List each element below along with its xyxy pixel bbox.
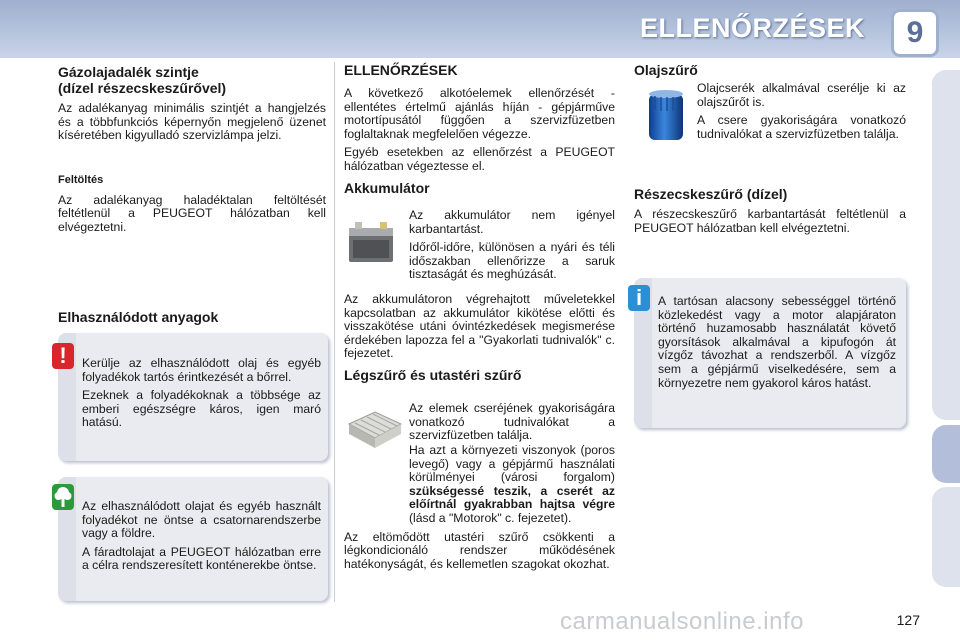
oil-filter-icon	[645, 88, 687, 144]
battery-paragraph-3: Az akkumulátoron végrehajtott műveletekkel kapcsolatban az akkumulátor kikötése előtti és visszakötése utáni óvintézkedések megismerése érdekében lapozza fel a "Gyakorlati tudnivalók" c. fejezetet.	[344, 292, 615, 361]
side-tab-active	[932, 425, 960, 483]
eco-text	[82, 500, 321, 578]
oil-paragraph-2: A csere gyakoriságára vonatkozó tudnivalókat a szervizfüzetben találja.	[697, 113, 906, 141]
column-left	[58, 64, 326, 240]
column-divider	[334, 62, 335, 602]
air-paragraph-2-bold: szükségessé teszik, a cserét az előírtnál gyakrabban hajtsa végre	[409, 483, 615, 512]
refill-text: Az adalékanyag haladéktalan feltöltését feltétlenül a PEUGEOT hálózatban kell elvégeztetni.	[58, 192, 326, 234]
watermark: carmanualsonline.info	[560, 608, 804, 635]
battery-heading: Akkumulátor	[344, 179, 430, 196]
oil-filter-text	[697, 82, 906, 146]
eco-paragraph-2: A fáradtolajat a PEUGEOT hálózatban erre a célra rendszeresített konténerekbe öntse.	[82, 544, 321, 573]
column-right	[634, 62, 906, 78]
warning-text	[82, 357, 321, 435]
air-paragraph-1: Az elemek cseréjének gyakoriságára vonatkozó tudnivalókat a szervizfüzetben találja.	[409, 401, 615, 443]
checks-heading: ELLENŐRZÉSEK	[344, 62, 458, 78]
info-text: A tartósan alacsony sebességgel történő közlekedést vagy a motor alapjáraton történő huzamosabb használatát követő gyorsítások alkalmával a kipufogón át vízgőz távozhat a rendszerből. A vízgőz sem a gépjármű viselkedésére, sem a környezetre nem gyakorol káros hatást.	[658, 294, 896, 390]
checks-intro-2: Egyéb esetekben az ellenőrzést a PEUGEOT hálózatban végeztesse el.	[344, 145, 615, 173]
info-icon: i	[628, 285, 650, 311]
battery-side-text	[409, 209, 615, 287]
particle-filter-text: A részecskeszűrő karbantartását feltétlenül a PEUGEOT hálózatban kell elvégeztetni.	[634, 207, 906, 235]
tree-icon	[52, 484, 74, 510]
side-tab	[932, 487, 960, 587]
warning-icon: !	[52, 343, 74, 369]
oil-paragraph-1: Olajcserék alkalmával cserélje ki az olajszűrőt is.	[697, 81, 906, 109]
battery-notes	[344, 293, 615, 383]
column-middle	[344, 62, 615, 196]
fuel-additive-text: Az adalékanyag minimális szintjét a hangjelzés és a többfunkciós képernyőn megjelenő üzenet kíséretében kigyulladó szervizlámpa jelzi.	[58, 101, 326, 143]
oil-filter-heading: Olajszűrő	[634, 62, 698, 78]
side-tab	[932, 70, 960, 420]
air-filter-notes	[344, 444, 615, 576]
checks-intro: A következő alkotóelemek ellenőrzését - ellentétes értelmű ajánlás híján - gépjárműve motortípusától függően a szervizfüzetben foglaltaknak megfelelően végezze.	[344, 86, 615, 141]
air-paragraph-2: Ha azt a környezeti viszonyok (poros levegő) vagy a gépjármű használati körülményei (városi forgalom) szükségessé teszik, a cserét az előírtnál gyakrabban hajtsa végre (lásd a "Motorok" c. fejezetet).	[409, 443, 615, 525]
air-filter-heading: Légszűrő és utastéri szűrő	[344, 366, 522, 383]
battery-paragraph-2: Időről-időre, különösen a nyári és téli időszakban ellenőrizze a saruk tisztaságát és meghúzását.	[409, 240, 615, 282]
page-title: ELLENŐRZÉSEK	[639, 13, 865, 43]
particle-filter-heading: Részecskeszűrő (dízel)	[634, 186, 788, 202]
fuel-additive-heading	[58, 64, 326, 96]
warning-paragraph-1: Kerülje az elhasználódott olaj és egyéb folyadékok tartós érintkezését a bőrrel.	[82, 356, 321, 384]
battery-paragraph-1: Az akkumulátor nem igényel karbantartást.	[409, 208, 615, 236]
air-paragraph-3: Az eltömődött utastéri szűrő csökkenti a légkondicionáló rendszer működésének hatékonyságát, és kellemetlen szagokat okozhat.	[344, 529, 615, 571]
battery-icon	[345, 216, 397, 266]
fuel-heading-line1: Gázolajadalék szintje	[58, 64, 199, 80]
refill-heading: Feltöltés	[58, 173, 104, 186]
eco-paragraph-1: Az elhasználódott olajat és egyéb használt folyadékot ne öntse a csatornarendszerbe vagy a földre.	[82, 499, 321, 541]
fuel-heading-line2: (dízel részecskeszűrővel)	[58, 80, 227, 96]
page-number: 127	[896, 612, 920, 628]
air-filter-side-text	[409, 402, 615, 448]
used-materials-heading: Elhasználódott anyagok	[58, 309, 219, 325]
chapter-number: 9	[894, 12, 936, 54]
warning-paragraph-2: Ezeknek a folyadékoknak a többsége az emberi egészségre káros, igen maró hatású.	[82, 388, 321, 430]
